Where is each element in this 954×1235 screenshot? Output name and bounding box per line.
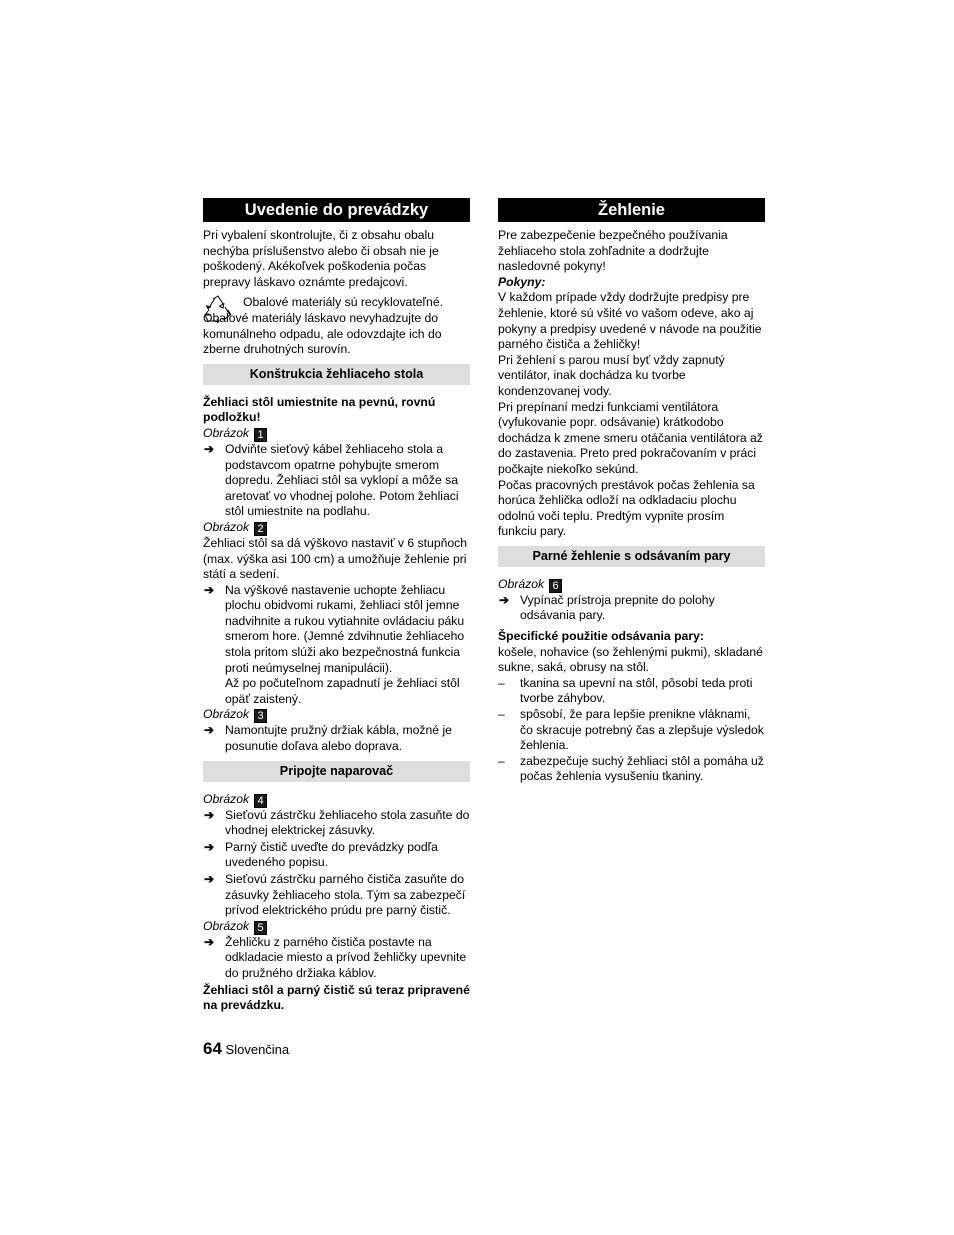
list-item: – zabezpečuje suchý žehliaci stôl a pomáha už počas žehlenia vysušeniu tkaniny. <box>498 753 764 784</box>
figure-number-6: 6 <box>549 579 562 593</box>
note-1: V každom prípade vždy dodržujte predpisy pre žehlenie, ktoré sú všité vo vašom odeve, ako aj pokyny a predpisy uvedené v návode na použitie parného čističa a žehličky! <box>498 290 762 352</box>
heading-commissioning: Uvedenie do prevádzky <box>203 198 470 222</box>
ready-notice: Žehliaci stôl a parný čistič sú teraz pripravené na prevádzku. <box>203 982 470 1013</box>
heading-construction: Konštrukcia žehliaceho stola <box>203 364 470 385</box>
recycle-icon <box>203 295 233 323</box>
instruction-step: ➔ Žehličku z parného čističa postavte na odkladacie miesto a prívod žehličky upevnite do pružného držiaka káblov. <box>204 934 467 980</box>
heading-connect-steamer: Pripojte naparovač <box>203 761 470 782</box>
note-3: Pri prepínaní medzi funkciami ventilátora (vyfukovanie popr. odsávanie) krátkodobo dochádza k zmene smeru otáčania ventilátora až do zastavenia. Preto pred pokračovaním v práci počkajte niekoľko sekúnd. <box>498 399 763 476</box>
figure-number-1: 1 <box>254 428 267 442</box>
note-4: Počas pracovných prestávok počas žehlenia sa horúca žehlička odloží na odkladaciu plochu odolnú voči teplu. Predtým vypnite prosím funkciu pary. <box>498 477 755 539</box>
figure-ref-5: Obrázok 5 <box>203 919 470 935</box>
arrow-right-icon: ➔ <box>204 872 215 886</box>
figure-ref-3: Obrázok 3 <box>203 707 470 723</box>
language-label: Slovenčina <box>225 1042 290 1057</box>
list-item: – tkanina sa upevní na stôl, pôsobí teda proti tvorbe záhybov. <box>498 675 753 706</box>
recycle-text: Obalové materiály sú recyklovateľné. Obalové materiály láskavo nevyhadzujte do komunálneho odpadu, ale odovzdajte ich do zberne druhotných surovín. <box>203 295 443 357</box>
instruction-step: ➔ Sieťovú zástrčku parného čističa zasuňte do zásuvky žehliaceho stola. Tým sa zabezpečí prívod elektrického prúdu pre parný čistič. <box>204 872 466 918</box>
arrow-right-icon: ➔ <box>204 723 215 738</box>
height-adjust-text: Žehliaci stôl sa dá výškovo nastaviť v 6 stupňoch (max. výška asi 100 cm) a umožňuje žehlenie pri státí a sedení. <box>203 535 468 582</box>
figure-ref-6: Obrázok 6 <box>498 577 765 593</box>
notes-label: Pokyny: <box>498 274 546 289</box>
heading-ironing: Žehlenie <box>498 198 765 222</box>
note-2: Pri žehlení s parou musí byť vždy zapnutý ventilátor, inak dochádza ku tvorbe kondenzovanej vody. <box>498 352 725 398</box>
figure-ref-2: Obrázok 2 <box>203 520 470 536</box>
arrow-right-icon: ➔ <box>204 807 215 822</box>
recycle-notice <box>203 295 470 357</box>
specific-use-label: Špecifické použitie odsávania pary: <box>498 629 704 644</box>
page-footer <box>203 1039 289 1059</box>
instruction-step: ➔ Vypínač prístroja prepnite do polohy odsávania pary. <box>499 592 715 623</box>
specific-use-text: košele, nohavice (so žehlenými pukmi), skladané sukne, saká, obrusy na stôl. <box>498 644 763 675</box>
figure-number-2: 2 <box>254 522 267 536</box>
figure-number-3: 3 <box>254 709 267 723</box>
instruction-step: ➔ Na výškové nastavenie uchopte žehliacu plochu obidvomi rukami, žehliaci stôl jemne nadvihnite a rukou vytiahnite ovládaciu páku smerom hore. (Jemné zdvihnutie žehliaceho stola pritom slúži ako bezpečnostná funkcia proti neúmyselnej manipulácii). <box>204 582 465 675</box>
step-continuation: Až po počuteľnom zapadnutí je žehliaci stôl opäť zaistený. <box>225 676 460 706</box>
right-column <box>498 198 765 785</box>
figure-ref-4: Obrázok 4 <box>203 792 470 808</box>
ironing-intro: Pre zabezpečenie bezpečného používania žehliaceho stola zohľadnite a dodržujte nasledovné pokyny! <box>498 228 728 274</box>
arrow-right-icon: ➔ <box>204 582 215 597</box>
intro-text: Pri vybalení skontrolujte, či z obsahu obalu nechýba príslušenstvo alebo či obsah nie je poškodený. Akékoľvek poškodenia počas prepravy láskavo oznámte predajcovi. <box>203 228 439 289</box>
page-number: 64 <box>203 1039 222 1058</box>
arrow-right-icon: ➔ <box>499 592 510 607</box>
arrow-right-icon: ➔ <box>204 934 215 949</box>
instruction-step: ➔ Parný čistič uveďte do prevádzky podľa uvedeného popisu. <box>204 839 438 870</box>
figure-number-4: 4 <box>254 794 267 808</box>
heading-steam-extraction: Parné žehlenie s odsávaním pary <box>498 546 765 567</box>
placement-warning: Žehliaci stôl umiestnite na pevnú, rovnú podložku! <box>203 394 436 425</box>
list-item: – spôsobí, že para lepšie prenikne vláknami, čo skracuje potrebný čas a zlepšuje výsledok žehlenia. <box>498 707 764 753</box>
instruction-step: ➔ Sieťovú zástrčku žehliaceho stola zasuňte do vhodnej elektrickej zásuvky. <box>204 807 470 838</box>
instruction-step: ➔ Namontujte pružný držiak kábla, možné je posunutie doľava alebo doprava. <box>204 723 452 754</box>
figure-number-5: 5 <box>254 921 267 935</box>
figure-ref-1: Obrázok 1 <box>203 426 470 442</box>
left-column <box>203 198 470 1014</box>
arrow-right-icon: ➔ <box>204 441 215 456</box>
arrow-right-icon: ➔ <box>204 839 215 854</box>
instruction-step: ➔ Odviňte sieťový kábel žehliaceho stola a podstavcom opatrne pohybujte smerom dopredu. Žehliaci stôl sa vyklopí a môže sa aretovať vo vhodnej polohe. Potom žehliaci stôl umiestnite na podlahu. <box>204 441 459 519</box>
